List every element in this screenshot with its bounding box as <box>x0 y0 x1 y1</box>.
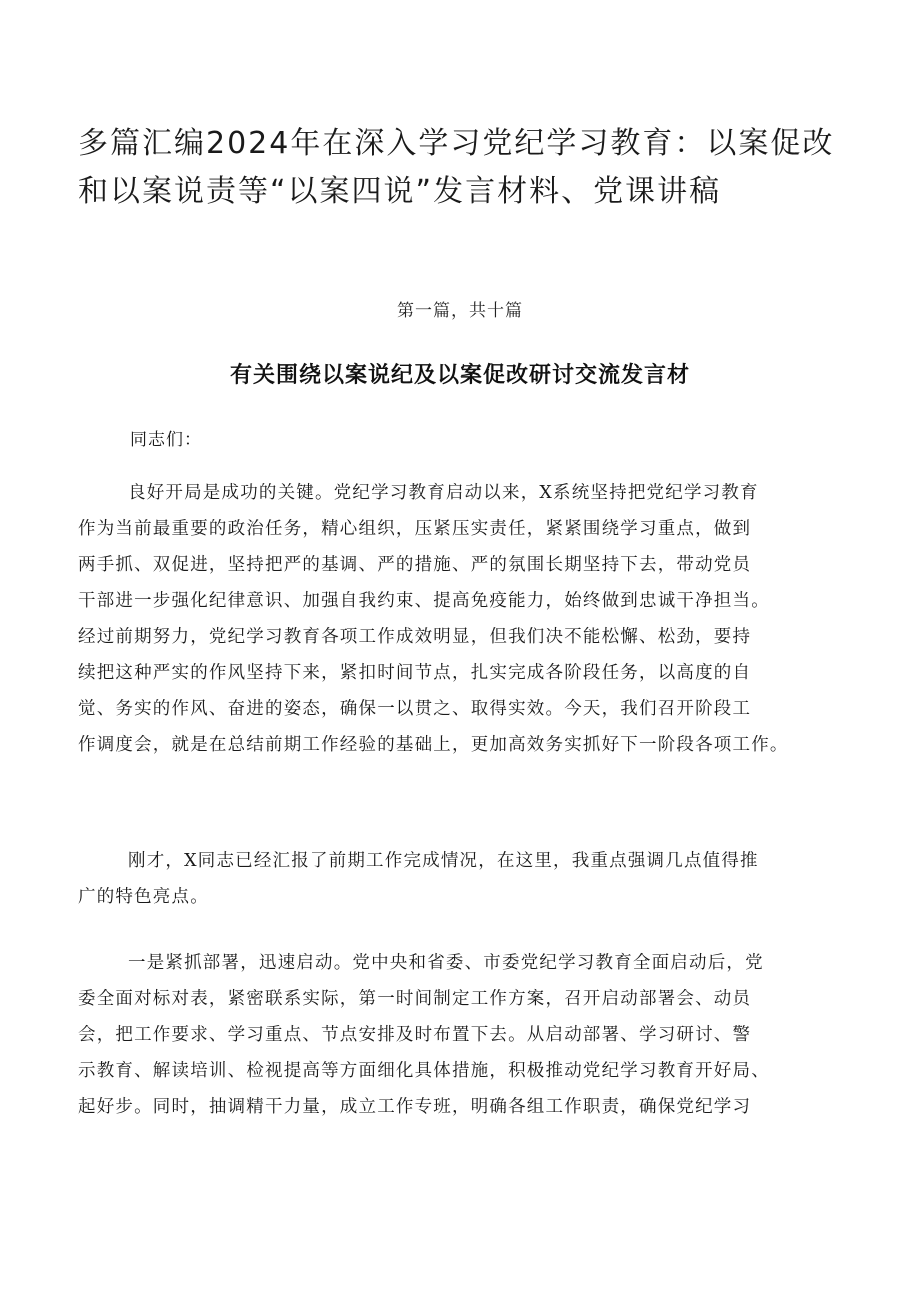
body-paragraph <box>78 843 858 915</box>
document-title <box>78 120 878 216</box>
article-title: 有关围绕以案说纪及以案促改研讨交流发言材 <box>229 363 690 388</box>
paragraph-line: 良好开局是成功的关键。党纪学习教育启动以来，X系统坚持把党纪学习教育 <box>128 483 759 503</box>
paragraph-line: 示教育、解读培训、检视提高等方面细化具体措施，积极推动党纪学习教育开好局、 <box>78 1061 770 1081</box>
paragraph-line: 一是紧抓部署，迅速启动。党中央和省委、市委党纪学习教育全面启动后，党 <box>128 953 764 973</box>
paragraph-line: 作调度会，就是在总结前期工作经验的基础上，更加高效务实抓好下一阶段各项工作。 <box>78 735 789 755</box>
paragraph-line: 经过前期努力，党纪学习教育各项工作成效明显，但我们决不能松懈、松劲，要持 <box>78 627 752 647</box>
paragraph-line: 起好步。同时，抽调精干力量，成立工作专班，明确各组工作职责，确保党纪学习 <box>78 1097 752 1117</box>
paragraph-line: 干部进一步强化纪律意识、加强自我约束、提高免疫能力，始终做到忠诚干净担当。 <box>78 591 770 611</box>
body-paragraph <box>78 945 858 1125</box>
paragraph-line: 两手抓、双促进，坚持把严的基调、严的措施、严的氛围长期坚持下去，带动党员 <box>78 555 752 575</box>
paragraph-line: 续把这种严实的作风坚持下来，紧扣时间节点，扎实完成各阶段任务，以高度的自 <box>78 663 752 683</box>
paragraph-line: 会，把工作要求、学习重点、节点安排及时布置下去。从启动部署、学习研讨、警 <box>78 1025 752 1045</box>
document-title-line: 多篇汇编2024年在深入学习党纪学习教育：以案促改 <box>78 126 835 161</box>
section-marker: 第一篇，共十篇 <box>397 301 523 321</box>
paragraph-line: 广的特色亮点。 <box>78 887 209 907</box>
paragraph-line: 委全面对标对表，紧密联系实际，第一时间制定工作方案，召开启动部署会、动员 <box>78 989 752 1009</box>
paragraph-line: 觉、务实的作风、奋进的姿态，确保一以贯之、取得实效。今天，我们召开阶段工 <box>78 699 752 719</box>
paragraph-line: 作为当前最重要的政治任务，精心组织，压紧压实责任，紧紧围绕学习重点，做到 <box>78 519 752 539</box>
document-title-line: 和以案说责等“以案四说”发言材料、党课讲稿 <box>78 174 722 209</box>
paragraph-line: 刚才，X同志已经汇报了前期工作完成情况，在这里，我重点强调几点值得推 <box>128 851 759 871</box>
body-paragraph <box>78 475 858 763</box>
salutation: 同志们： <box>130 430 202 450</box>
